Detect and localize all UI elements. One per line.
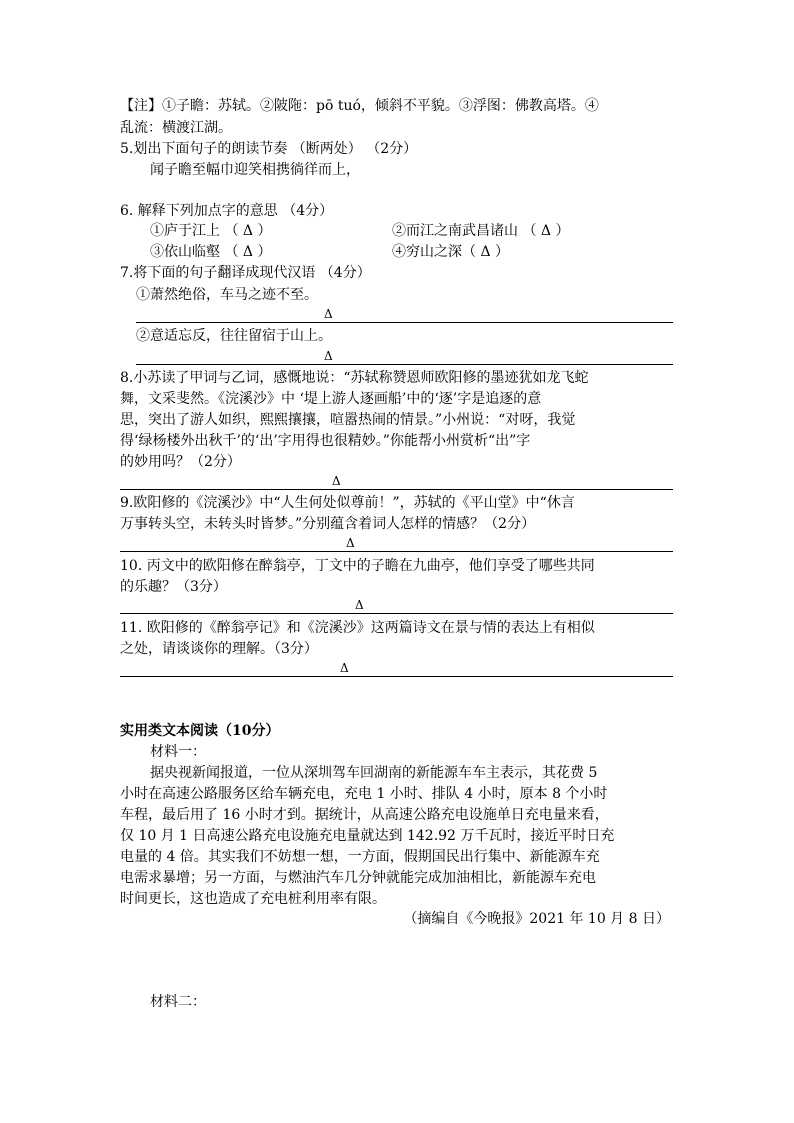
question-6-title: 6. 解释下列加点字的意思 （4分） (120, 203, 334, 219)
answer-marker-q10: Δ (355, 598, 364, 612)
question-9-line-1: 9.欧阳修的《浣溪沙》中“人生何处似尊前！”，苏轼的《平山堂》中“休言 (120, 495, 575, 511)
material-1-para-line-7: 时间更长，这也造成了充电桩利用率有限。 (120, 891, 386, 907)
answer-marker-q8: Δ (332, 474, 341, 488)
material-1-para-line-1: 据央视新闻报道，一位从深圳驾车回湖南的新能源车车主表示，其花费 5 (150, 765, 598, 781)
answer-marker-q9: Δ (346, 536, 355, 550)
answer-line-q7-2 (136, 364, 673, 365)
question-8-line-1: 8.小苏读了甲词与乙词，感慨地说：“苏轼称赞恩师欧阳修的墨迹犹如龙飞蛇 (120, 370, 589, 386)
question-11-line-2: 之处，请谈谈你的理解。（3分） (120, 641, 318, 657)
material-1-para-line-2: 小时在高速公路服务区给车辆充电，充电 1 小时、排队 4 小时，原本 8 个小时 (120, 786, 608, 802)
answer-line-q7-1 (136, 322, 673, 323)
note-line-2: 乱流：横渡江湖。 (120, 120, 232, 136)
question-8-line-2: 舞，文采斐然。《浣溪沙》中 ‘堤上游人逐画船’中的‘逐’字是追逐的意 (120, 391, 542, 407)
question-6-item-4: ④穷山之深（ Δ ） (392, 244, 510, 260)
answer-line-q9 (120, 551, 673, 552)
section-title: 实用类文本阅读（10分） (120, 723, 280, 739)
question-5-title: 5.划出下面句子的朗读节奏 （断两处） （2分） (120, 141, 418, 157)
question-5-sentence: 闻子瞻至幅巾迎笑相携徜徉而上， (150, 162, 360, 178)
question-8-line-3: 思，突出了游人如织，熙熙攘攘，喧嚣热闹的情景。”小州说：“对呀，我觉 (120, 412, 576, 428)
question-8-line-5: 的妙用吗？（2分） (120, 454, 241, 470)
question-9-line-2: 万事转头空，未转头时皆梦。”分别蕴含着词人怎样的情感？（2分） (120, 516, 536, 532)
question-8-line-4: 得‘绿杨楼外出秋千’的‘出’字用得也很精妙。”你能帮小州赏析“出”字 (120, 433, 531, 449)
material-2-label: 材料二： (150, 994, 206, 1010)
question-7-item-1: ①萧然绝俗，车马之迹不至。 (136, 287, 318, 303)
question-6-item-1: ①庐于江上 （ Δ ） (150, 223, 272, 239)
answer-marker-q7-2: Δ (324, 349, 333, 363)
question-7-title: 7.将下面的句子翻译成现代汉语 （4分） (120, 265, 371, 281)
material-1-para-line-3: 车程，最后用了 16 小时才到。据统计，从高速公路充电设施单日充电量来看， (120, 807, 609, 823)
answer-line-q8 (120, 489, 673, 490)
answer-line-q11 (120, 676, 673, 677)
question-6-item-3: ③依山临壑 （ Δ ） (150, 244, 272, 260)
question-11-line-1: 11. 欧阳修的《醉翁亭记》和《浣溪沙》这两篇诗文在景与情的表达上有相似 (120, 620, 595, 636)
material-1-para-line-5: 电量的 4 倍。其实我们不妨想一想，一方面，假期国民出行集中、新能源车充 (120, 849, 600, 865)
material-1-para-line-4: 仅 10 月 1 日高速公路充电设施充电量就达到 142.92 万千瓦时，接近平时日充 (120, 828, 615, 844)
material-1-source: （摘编自《今晚报》2021 年 10 月 8 日） (403, 911, 670, 927)
question-10-line-1: 10. 丙文中的欧阳修在醉翁亭，丁文中的子瞻在九曲亭，他们享受了哪些共同 (120, 558, 595, 574)
answer-marker-q11: Δ (340, 661, 349, 675)
material-1-label: 材料一： (150, 744, 206, 760)
question-7-item-2: ②意适忘反，往往留宿于山上。 (136, 328, 332, 344)
answer-line-q10 (120, 613, 673, 614)
question-6-item-2: ②而江之南武昌诸山 （ Δ ） (392, 223, 570, 239)
material-1-para-line-6: 电需求暴增；另一方面，与燃油汽车几分钟就能完成加油相比，新能源车充电 (120, 870, 596, 886)
note-line-1: 【注】①子瞻：苏轼。②陂陁：pō tuó，倾斜不平貌。③浮图：佛教高塔。④ (120, 98, 599, 114)
answer-marker-q7-1: Δ (324, 307, 333, 321)
question-10-line-2: 的乐趣？（3分） (120, 579, 227, 595)
